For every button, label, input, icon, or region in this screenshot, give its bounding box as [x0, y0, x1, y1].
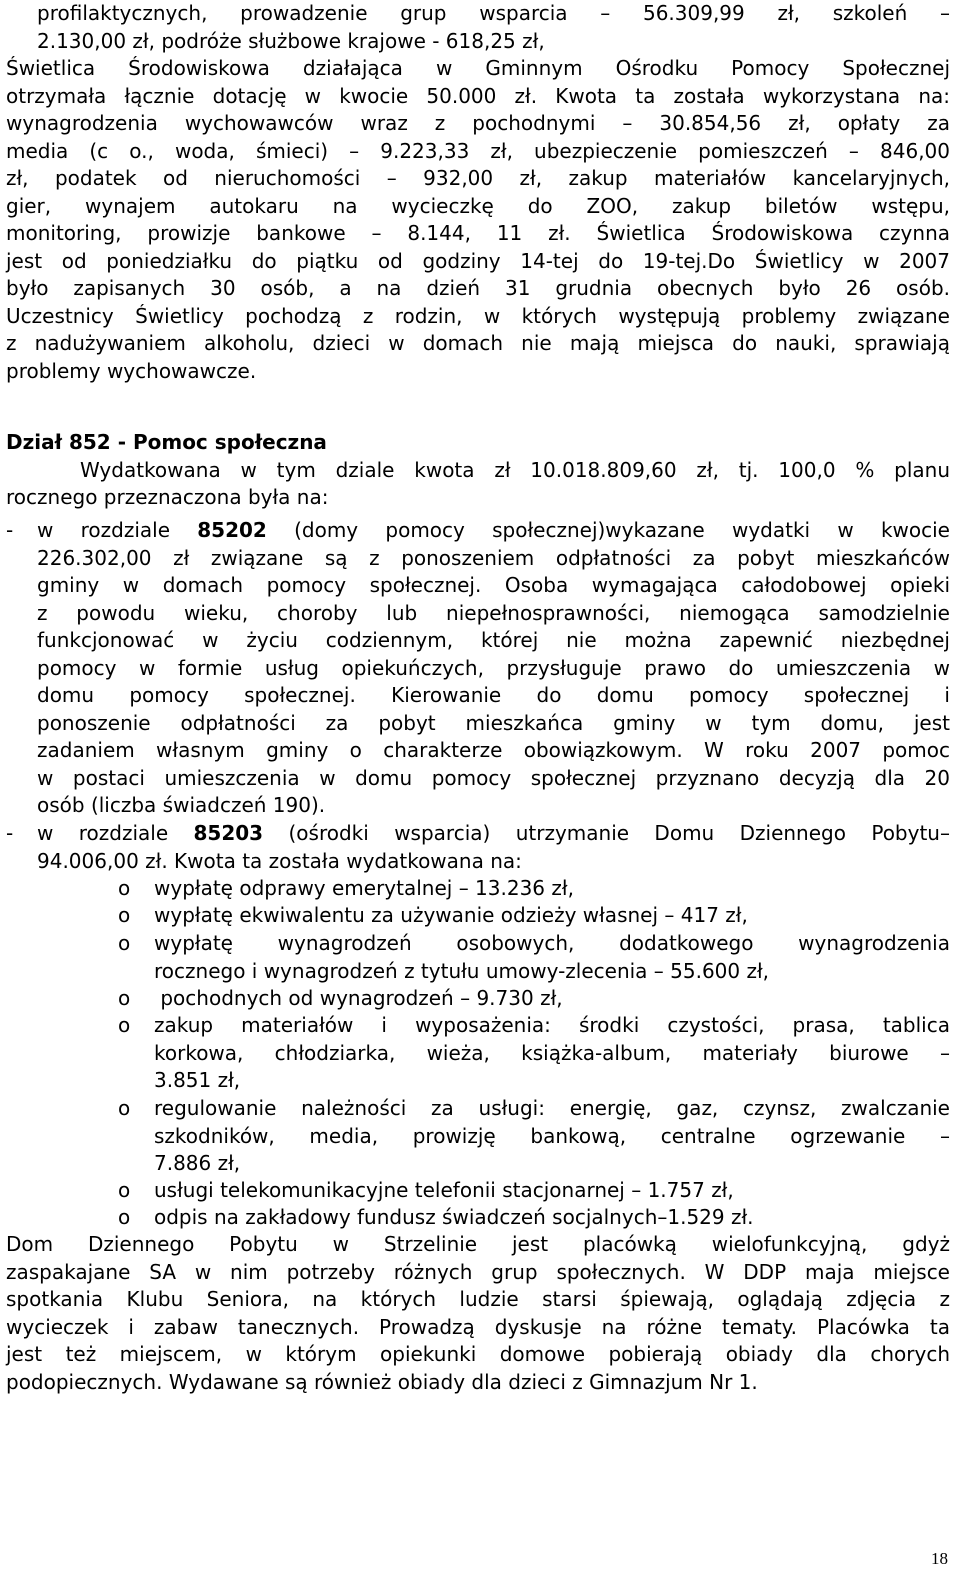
bullet-marker: o: [118, 1205, 131, 1229]
section-summary-line: rocznego przeznaczona była na:: [6, 485, 329, 509]
sub-item-body: [154, 985, 950, 1013]
text-line: zakup materiałów i wyposażenia: środki czystości, prasa, tablica: [154, 1013, 950, 1037]
list-item-body: [37, 517, 950, 820]
text-line: monitoring, prowizje bankowe – 8.144, 11 zł. Świetlica Środowiskowa czynna: [6, 221, 950, 245]
text-line: pochodnych od wynagrodzeń – 9.730 zł,: [154, 986, 563, 1010]
dash-marker: -: [6, 518, 14, 542]
bullet-marker: o: [118, 903, 131, 927]
text-line: media (c o., woda, śmieci) – 9.223,33 zł, ubezpieczenie pomieszczeń – 846,00: [6, 138, 950, 163]
text-line: 94.006,00 zł. Kwota ta została wydatkowana na:: [37, 848, 522, 873]
text-line: pomocy w formie usług opiekuńczych, przysługuje prawo do umieszczenia w: [37, 655, 950, 680]
bullet-marker: o: [118, 931, 131, 955]
text-line: zaspakajane SA w nim potrzeby różnych grup społecznych. W DDP maja miejsce: [6, 1259, 950, 1284]
sub-item-body: [154, 1012, 950, 1095]
text-line: zadaniem własnym gminy o charakterze obowiązkowym. W roku 2007 pomoc: [37, 738, 950, 762]
intro-paragraph: [6, 0, 950, 385]
sub-item-body: [154, 1177, 950, 1205]
text-line: funkcjonować w życiu codziennym, której nie można zapewnić niezbędnej: [37, 628, 950, 652]
chapter-code: 85202: [197, 518, 267, 542]
sub-item-body: [154, 875, 950, 903]
chapter-code: 85203: [193, 821, 264, 845]
text-line: 3.851 zł,: [154, 1068, 241, 1092]
text-fragment: (ośrodki wsparcia) utrzymanie Domu Dziennego Pobytu–: [263, 821, 950, 845]
text-line: Dom Dziennego Pobytu w Strzelinie jest placówką wielofunkcyjną, gdyż: [6, 1232, 950, 1256]
text-line: rocznego i wynagrodzeń z tytułu umowy-zlecenia – 55.600 zł,: [154, 958, 770, 983]
text-line: wynagrodzenia wychowawców wraz z pochodnymi – 30.854,56 zł, opłaty za: [6, 111, 950, 135]
text-line: [37, 517, 950, 545]
sub-item-body: [154, 1095, 950, 1178]
sub-item-body: [154, 930, 950, 985]
text-line: spotkania Klubu Seniora, na których ludzie starsi śpiewają, oglądają zdjęcia z: [6, 1287, 950, 1311]
text-line: ponoszenie odpłatności za pobyt mieszkańca gminy w tym domu, jest: [37, 710, 950, 735]
bullet-marker: o: [118, 986, 131, 1010]
text-line: wypłatę wynagrodzeń osobowych, dodatkowego wynagrodzenia: [154, 931, 950, 955]
text-line: usługi telekomunikacyjne telefonii stacjonarnej – 1.757 zł,: [154, 1178, 734, 1202]
text-line: domu pomocy społecznej. Kierowanie do domu pomocy społecznej i: [37, 683, 950, 707]
text-line: regulowanie należności za usługi: energię, gaz, czynsz, zwalczanie: [154, 1096, 950, 1120]
text-line: gminy w domach pomocy społecznej. Osoba wymagająca całodobowej opieki: [37, 573, 950, 597]
section-heading-block: [6, 429, 950, 512]
text-fragment: w rozdziale: [37, 821, 194, 845]
sub-item-body: [154, 902, 950, 930]
text-line: otrzymała łącznie dotację w kwocie 50.000 zł. Kwota ta została wykorzystana na:: [6, 83, 950, 108]
text-line: Świetlica Środowiskowa działająca w Gminnym Ośrodku Pomocy Społecznej: [6, 56, 950, 80]
bullet-marker: o: [118, 1178, 131, 1202]
text-line: wypłatę odprawy emerytalnej – 13.236 zł,: [154, 876, 574, 900]
text-line: problemy wychowawcze.: [6, 358, 257, 383]
text-fragment: (domy pomocy społecznej)wykazane wydatki w kwocie: [266, 518, 950, 542]
text-line: było zapisanych 30 osób, a na dzień 31 grudnia obecnych było 26 osób.: [6, 276, 950, 300]
section-heading: Dział 852 - Pomoc społeczna: [6, 430, 327, 454]
text-line: osób (liczba świadczeń 190).: [37, 793, 326, 817]
bullet-marker: o: [118, 1013, 131, 1037]
text-line: w postaci umieszczenia w domu pomocy społecznej przyznano decyzją dla 20: [37, 765, 950, 790]
sub-item-body: [154, 1204, 950, 1232]
text-line: [37, 820, 950, 848]
text-fragment: w rozdziale: [37, 518, 198, 542]
text-line: zł, podatek od nieruchomości – 932,00 zł, zakup materiałów kancelaryjnych,: [6, 166, 950, 190]
text-line: z powodu wieku, choroby lub niepełnosprawności, niemogąca samodzielnie: [37, 600, 950, 625]
text-line: wypłatę ekwiwalentu za używanie odzieży własnej – 417 zł,: [154, 903, 748, 927]
text-line: 226.302,00 zł związane są z ponoszeniem odpłatności za pobyt mieszkańców: [37, 545, 950, 570]
text-line: korkowa, chłodziarka, wieża, książka-album, materiały biurowe –: [154, 1040, 950, 1065]
dash-marker: -: [6, 821, 14, 845]
text-line: szkodników, media, prowizję bankową, centralne ogrzewanie –: [154, 1123, 950, 1148]
bullet-marker: o: [118, 876, 131, 900]
text-line: z nadużywaniem alkoholu, dzieci w domach nie mają miejsca do nauki, sprawiają: [6, 331, 950, 355]
text-line: jest też miejscem, w którym opiekunki domowe pobierają obiady dla chorych: [6, 1342, 950, 1366]
bullet-marker: o: [118, 1096, 131, 1120]
closing-paragraph: [6, 1231, 950, 1396]
text-line: gier, wynajem autokaru na wycieczkę do ZOO, zakup biletów wstępu,: [6, 193, 950, 218]
list-item-body: [37, 820, 950, 875]
section-summary-line: Wydatkowana w tym dziale kwota zł 10.018.809,60 zł, tj. 100,0 % planu: [80, 457, 950, 482]
text-line: profilaktycznych, prowadzenie grup wsparcia – 56.309,99 zł, szkoleń –: [37, 1, 950, 25]
page-number: 18: [931, 1549, 948, 1568]
text-line: podopiecznych. Wydawane są również obiady dla dzieci z Gimnazjum Nr 1.: [6, 1369, 758, 1394]
text-line: 7.886 zł,: [154, 1151, 241, 1175]
text-line: Uczestnicy Świetlicy pochodzą z rodzin, w których występują problemy związane: [6, 303, 950, 328]
text-line: odpis na zakładowy fundusz świadczeń socjalnych–1.529 zł.: [154, 1205, 754, 1229]
text-line: wycieczek i zabaw tanecznych. Prowadzą dyskusje na różne tematy. Placówka ta: [6, 1314, 950, 1339]
text-line: 2.130,00 zł, podróże służbowe krajowe - 618,25 zł,: [37, 28, 545, 53]
text-line: jest od poniedziałku do piątku od godziny 14-tej do 19-tej.Do Świetlicy w 2007: [6, 248, 950, 273]
